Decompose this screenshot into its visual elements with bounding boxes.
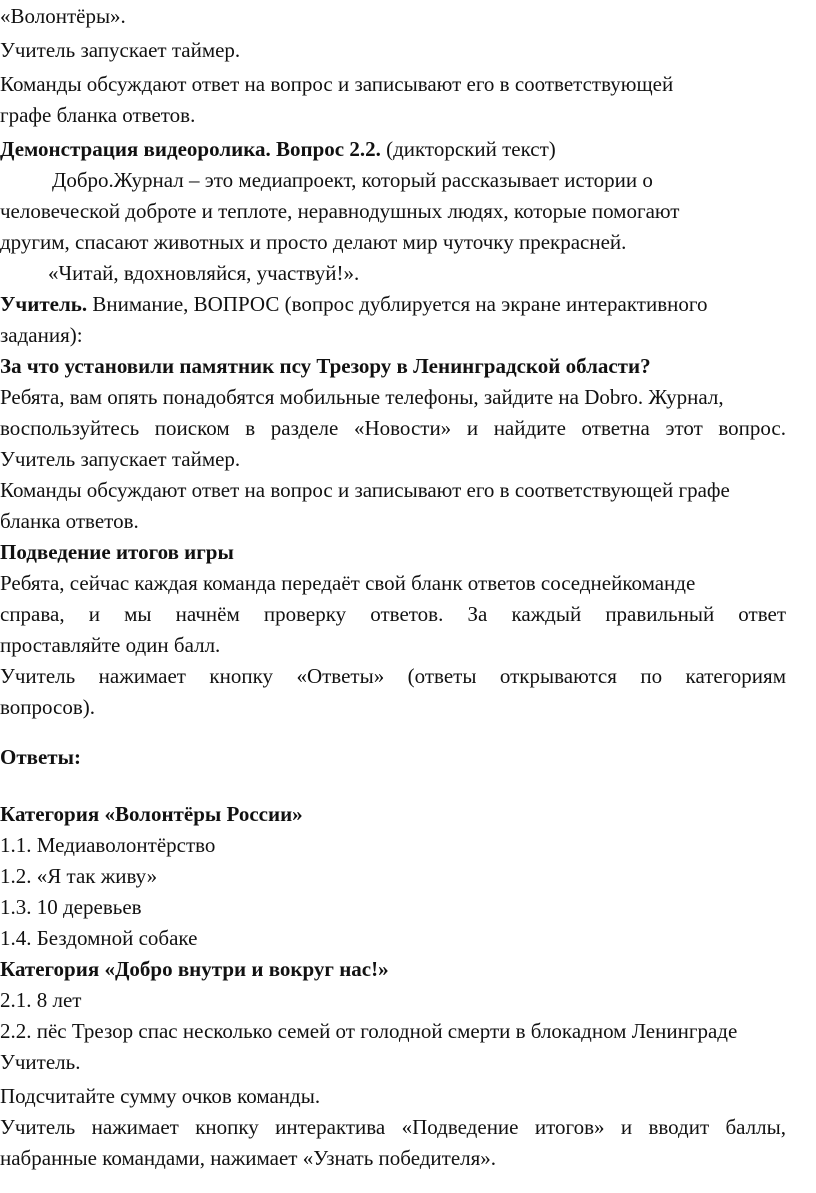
teacher-line [0,290,707,318]
text-line: задания): [0,323,83,347]
heading-note: (дикторский текст) [380,137,556,161]
text-line: человеческой доброте и теплоте, неравнодушных людях, которые помогают [0,199,680,223]
answer-item: 1.2. «Я так живу» [0,864,158,888]
text-line: «Волонтёры». [0,4,126,28]
section-heading: Подведение итогов игры [0,540,234,564]
text-line: другим, спасают животных и просто делают мир чуточку прекрасней. [0,230,627,254]
text-line: Учитель. [0,1050,81,1074]
text-line: Ребята, сейчас каждая команда передаёт свой бланк ответов соседнейкоманде [0,571,696,595]
text-line: Добро.Журнал – это медиапроект, который рассказывает истории о [52,168,653,192]
speaker-label: Учитель. [0,292,88,316]
question-heading: За что установили памятник псу Трезору в Ленинградской области? [0,354,651,378]
section-heading-line [0,135,556,163]
text-line: Команды обсуждают ответ на вопрос и записывают его в соответствующей [0,72,674,96]
text-line: Команды обсуждают ответ на вопрос и записывают его в соответствующей графе [0,478,730,502]
category-heading: Категория «Волонтёры России» [0,802,303,826]
answer-item: 2.1. 8 лет [0,988,82,1012]
text-line: графе бланка ответов. [0,103,196,127]
answer-item: 1.1. Медиаволонтёрство [0,833,216,857]
section-heading: Демонстрация видеоролика. Вопрос 2.2. [0,137,381,161]
text-line: «Читай, вдохновляйся, участвуй!». [48,261,360,285]
text-line: набранные командами, нажимает «Узнать победителя». [0,1146,497,1170]
text-line: проставляйте один балл. [0,633,221,657]
text-line: Учитель нажимает кнопку «Ответы» (ответы открываются по категориям [0,664,786,688]
text-line: Учитель нажимает кнопку интерактива «Подведение итогов» и вводит баллы, [0,1115,786,1139]
text-line: Ребята, вам опять понадобятся мобильные телефоны, зайдите на Dobro. Журнал, [0,385,724,409]
text-line: Учитель запускает таймер. [0,38,241,62]
answers-heading: Ответы: [0,745,82,769]
category-heading: Категория «Добро внутри и вокруг нас!» [0,957,389,981]
speaker-text: Внимание, ВОПРОС (вопрос дублируется на экране интерактивного [87,292,708,316]
text-line: воспользуйтесь поиском в разделе «Новости» и найдите ответна этот вопрос. [0,416,786,440]
text-line: Учитель запускает таймер. [0,447,241,471]
text-line: бланка ответов. [0,509,139,533]
answer-item: 1.4. Бездомной собаке [0,926,198,950]
answer-item: 2.2. пёс Трезор спас несколько семей от голодной смерти в блокадном Ленинграде [0,1019,738,1043]
text-line: Подсчитайте сумму очков команды. [0,1084,321,1108]
text-line: вопросов). [0,695,96,719]
answer-item: 1.3. 10 деревьев [0,895,142,919]
text-line: справа, и мы начнём проверку ответов. За каждый правильный ответ [0,602,786,626]
